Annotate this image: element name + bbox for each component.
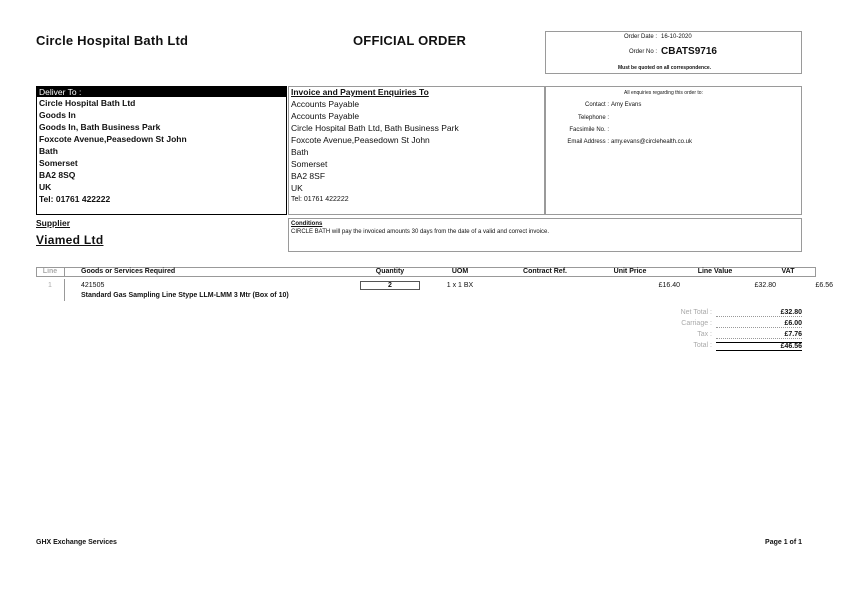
email-value[interactable]: amy.evans@circlehealth.co.uk: [611, 139, 693, 145]
carriage-label: Carriage :: [681, 320, 712, 327]
deliver-line: Somerset: [39, 158, 78, 168]
conditions-text: CIRCLE BATH will pay the invoiced amounts 30 days from the date of a valid and correct invoice.: [291, 229, 550, 235]
invoice-line: Accounts Payable: [291, 111, 360, 121]
total-label: Total :: [693, 342, 712, 349]
col-line: Line: [42, 268, 58, 275]
invoice-line: Somerset: [291, 159, 328, 169]
footer-left: GHX Exchange Services: [36, 539, 117, 546]
supplier-label: Supplier: [36, 218, 71, 228]
invoice-line: Foxcote Avenue,Peasedown St John: [291, 135, 430, 145]
net-total-label: Net Total :: [680, 309, 712, 316]
invoice-line: UK: [291, 183, 303, 193]
row-line: 1: [48, 282, 52, 289]
invoice-tel: Tel: 01761 422222: [291, 196, 349, 203]
order-number: CBATS9716: [661, 46, 717, 57]
net-total: £32.80: [716, 309, 802, 317]
deliver-line: Goods In, Bath Business Park: [39, 122, 161, 132]
row-quantity: 2: [360, 281, 420, 290]
row-code: 421505: [81, 282, 105, 289]
invoice-line: Accounts Payable: [291, 99, 360, 109]
tax-value: £7.76: [716, 331, 802, 339]
row-uom: 1 x 1 BX: [446, 282, 474, 289]
order-info-box: [545, 31, 802, 74]
col-unit-price: Unit Price: [613, 268, 647, 275]
grand-total: £46.56: [716, 342, 802, 351]
deliver-line: Bath: [39, 146, 58, 156]
invoice-address: [289, 98, 544, 194]
col-contract: Contract Ref.: [523, 268, 567, 275]
conditions-box: [288, 218, 802, 252]
deliver-line: Tel: 01761 422222: [39, 194, 111, 204]
document-title: OFFICIAL ORDER: [353, 33, 467, 48]
row-description: Standard Gas Sampling Line Stype LLM-LMM 3 Mtr (Box of 10): [81, 292, 289, 299]
carriage-value: £6.00: [716, 320, 802, 328]
tax-label: Tax :: [697, 331, 712, 338]
deliver-to-heading: Deliver To :: [37, 87, 286, 97]
enquiries-note: All enquiries regarding this order to:: [624, 90, 703, 96]
col-uom: UOM: [451, 268, 469, 275]
invoice-heading: Invoice and Payment Enquiries To: [291, 87, 429, 97]
contact-name: Amy Evans: [611, 102, 642, 108]
table-row: [36, 279, 833, 301]
col-goods: Goods or Services Required: [81, 268, 176, 275]
deliver-line: Foxcote Avenue,Peasedown St John: [39, 134, 187, 144]
row-line-value: £32.80: [754, 282, 776, 289]
order-date: 16-10-2020: [661, 34, 692, 40]
deliver-line: UK: [39, 182, 52, 192]
deliver-line: Circle Hospital Bath Ltd: [39, 98, 136, 108]
order-date-label: Order Date :: [623, 34, 657, 40]
row-unit-price: £16.40: [658, 282, 680, 289]
page-number: Page 1 of 1: [765, 539, 802, 546]
deliver-line: BA2 8SQ: [39, 170, 76, 180]
row-vat: £6.56: [815, 282, 833, 289]
invoice-box: [288, 86, 545, 215]
conditions-label: Conditions: [291, 221, 323, 227]
contact-label: Contact :: [584, 102, 609, 108]
col-line-value: Line Value: [697, 268, 733, 275]
fax-label: Facsimile No. :: [569, 127, 609, 133]
email-label: Email Address :: [567, 139, 609, 145]
deliver-to-box: [36, 86, 287, 215]
order-no-label: Order No :: [628, 49, 657, 55]
col-quantity: Quantity: [375, 268, 405, 275]
order-no-note: Must be quoted on all correspondence.: [618, 65, 712, 71]
invoice-line: Bath: [291, 147, 309, 157]
invoice-line: BA2 8SF: [291, 171, 326, 181]
deliver-line: Goods In: [39, 110, 76, 120]
col-vat: VAT: [781, 268, 795, 275]
company-name: Circle Hospital Bath Ltd: [36, 33, 189, 48]
enquiries-box: [545, 86, 802, 215]
deliver-address: [37, 97, 286, 205]
invoice-line: Circle Hospital Bath Ltd, Bath Business Park: [291, 123, 459, 133]
supplier-name: Viamed Ltd: [36, 233, 104, 247]
telephone-label: Telephone :: [577, 115, 609, 121]
